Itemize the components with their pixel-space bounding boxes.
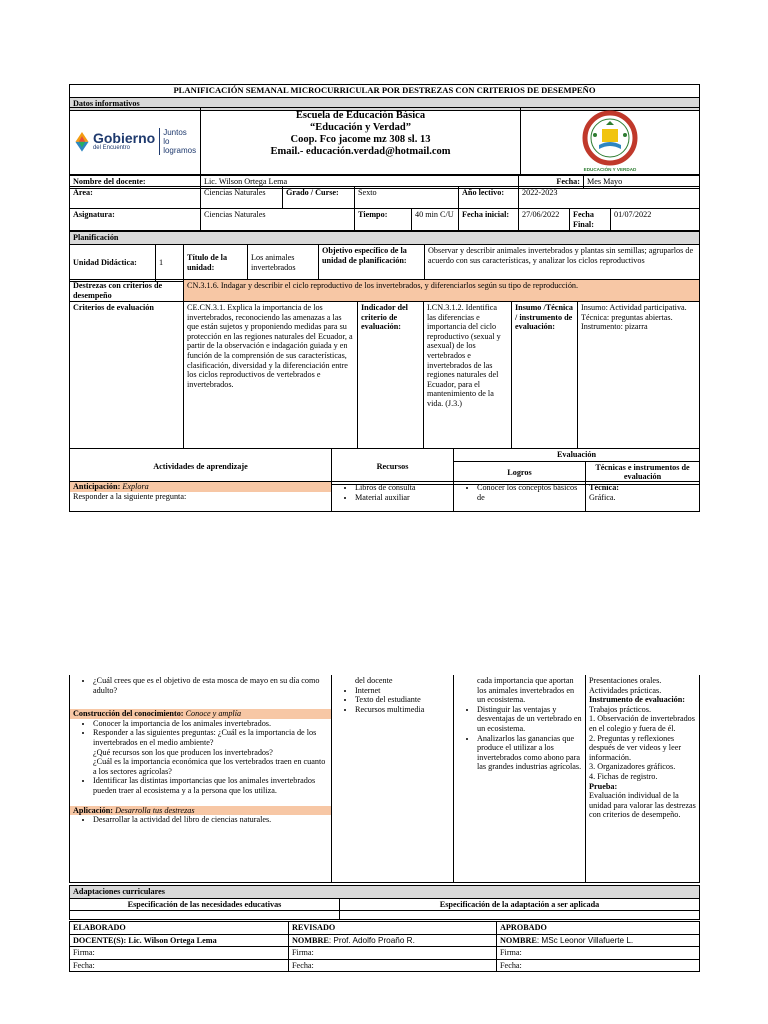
tecnicas-cell-2: Presentaciones orales. Actividades prácticas. Instrumento de evaluación: Trabajos prácticos. 1. Observación de invertebrados en el colegio y fuera de él. 2. Preguntas y reflexiones después de ver videos y leer información. 3. Organizadores gráficos. 4. Fichas de registro. Prueba: Evaluación individual de la unidad para valorar las destrezas con criterios de desempeño. (586, 675, 700, 883)
activity-subitem: ¿Qué recursos son los que producen los invertebrados? (93, 747, 273, 757)
titulo-label: Título de la unidad: (184, 245, 248, 282)
elaborado-docente: DOCENTE(S): Lic. Wilson Ortega Lema (70, 934, 289, 947)
logros-cell-1 (454, 482, 586, 512)
fecha-final-value: 01/07/2022 (611, 209, 700, 231)
adaptaciones-col1: Especificación de las necesidades educativas (70, 898, 340, 911)
planificacion-header: Planificación (70, 232, 700, 245)
tiempo-value: 40 min C/U (412, 209, 459, 231)
criterios-table (69, 301, 700, 449)
objetivo-label: Objetivo específico de la unidad de planificación: (319, 245, 425, 282)
docente-value: Lic. Wilson Ortega Lema (201, 176, 519, 189)
revisado-label: REVISADO (289, 922, 497, 935)
titulo-value: Los animales invertebrados (248, 245, 319, 282)
activities-header-table (69, 448, 700, 485)
recurso-item: • Libros de consulta (355, 483, 450, 493)
recursos-header: Recursos (332, 449, 454, 485)
logro-continuation: cada importancia que aportan los animales invertebrados en un ecosistema. (477, 676, 575, 705)
logro-item: • Analizarlos las ganancias que produce el utilizar a los invertebrados como abono para las grandes industrias agrícolas. (477, 734, 582, 772)
planificacion-header-table (69, 231, 700, 245)
anio-value: 2022-2023 (519, 187, 700, 209)
aprobado-label: APROBADO (497, 922, 700, 935)
activity-item: • Responder a las siguientes preguntas: ¿Cuál es la importancia de los invertebrados en el medio ambiente? (93, 728, 328, 747)
adaptaciones-header: Adaptaciones curriculares (70, 886, 700, 899)
question-item: • ¿Cuál crees que es el objetivo de esta mosca de mayo en su día como adulto? (93, 676, 328, 695)
school-motto: “Educación y Verdad” (310, 122, 411, 133)
fecha-inicial-value: 27/06/2022 (519, 209, 570, 231)
logro-item: • Distinguir las ventajas y desventajas de un vertebrado en un ecosistema. (477, 705, 582, 734)
criterios-value: CE.CN.3.1. Explica la importancia de los invertebrados, reconociendo las amenazas a las que están sujetos y proponiendo medidas para su protección en las regiones naturales del Ecuador, a partir de la observación e indagación guiada y en función de la comprensión de sus características, clasificación, diversidad y la diferenciación entre los ciclos reproductivos de vertebrados e invertebrados. (184, 302, 358, 449)
indicador-value: I.CN.3.1.2. Identifica las diferencias e importancia del ciclo reproductivo (sexual y asexual) de los vertebrados e invertebrados de las regiones naturales del Ecuador, para el mantenimiento de la vida. (J.3.) (424, 302, 512, 449)
tecnicas-header: Técnicas e instrumentos de evaluación (586, 461, 700, 484)
fecha-final-label: Fecha Final: (570, 209, 611, 231)
adaptaciones-col2: Especificación de la adaptación a ser aplicada (340, 898, 700, 911)
fecha-value: Mes Mayo (584, 176, 700, 189)
recurso-item: • Material auxiliar (355, 493, 450, 503)
evaluacion-header: Evaluación (454, 449, 700, 462)
school-seal-icon (575, 109, 645, 173)
recursos-cell-2 (332, 675, 454, 883)
firma-aprobado: Firma: (497, 947, 700, 960)
insumo-value: Insumo: Actividad participativa. Técnica: preguntas abiertas. Instrumento: pizarra (578, 302, 700, 449)
elaborado-label: ELABORADO (70, 922, 289, 935)
anticipacion-question: Responder a la siguiente pregunta: (73, 491, 187, 501)
prueba-label: Prueba: (589, 781, 618, 791)
revisado-nombre: NOMBRE: Prof. Adolfo Proaño R. (289, 934, 497, 947)
tecnica-label: Técnica: (589, 483, 620, 492)
anticipacion-cell (70, 482, 332, 512)
anticipacion-heading: Anticipación: Explora (70, 482, 331, 492)
activity-subitem: ¿Cuál es la importancia económica que los vertebrados traen en cuanto a los sectores agrícolas? (93, 757, 326, 776)
destrezas-label: Destrezas con criterios de desempeño (70, 280, 184, 302)
school-header-table (69, 107, 700, 175)
fecha-label: Fecha: (519, 176, 584, 189)
government-logo-cell (70, 108, 201, 175)
tiempo-label: Tiempo: (355, 209, 412, 231)
recurso-item: • Internet (355, 686, 450, 696)
insumo-label: Insumo /Técnica / instrumento de evaluación: (512, 302, 578, 449)
adaptaciones-table (69, 885, 700, 920)
activity-item: • Conocer la importancia de los animales invertebrados. (93, 719, 328, 729)
datos-informativos-header: Datos informativos (70, 98, 700, 111)
government-logo: Gobierno del Encuentro Juntos lo logramos (73, 108, 197, 174)
recursos-cell-1 (332, 482, 454, 512)
school-email: Email.- educación.verdad@hotmail.com (270, 146, 451, 157)
tecnica-value: Gráfica. (589, 492, 616, 502)
svg-text:EDUCACIÓN Y VERDAD: EDUCACIÓN Y VERDAD (583, 167, 637, 172)
firma-elaborado: Firma: (70, 947, 289, 960)
grado-value: Sexto (355, 187, 459, 209)
recurso-item: • Texto del estudiante (355, 695, 450, 705)
fecha-elaborado: Fecha: (70, 959, 289, 972)
firma-revisado: Firma: (289, 947, 497, 960)
unidad-label: Unidad Didáctica: (70, 245, 156, 282)
actividades-header: Actividades de aprendizaje (70, 449, 332, 485)
fecha-revisado: Fecha: (289, 959, 497, 972)
unidad-num: 1 (156, 245, 184, 282)
grado-label: Grado / Curse: (283, 187, 355, 209)
area-table (69, 186, 700, 209)
aplicacion-heading: Aplicación: Desarrolla tus destrezas (70, 806, 331, 816)
unidad-table (69, 244, 700, 282)
indicador-label: Indicador del criterio de evaluación: (358, 302, 424, 449)
fecha-aprobado: Fecha: (497, 959, 700, 972)
government-logo-icon (73, 126, 91, 156)
school-name: Escuela de Educación Básica (295, 110, 426, 121)
anio-label: Año lectivo: (459, 187, 519, 209)
asignatura-table (69, 208, 700, 231)
criterios-label: Criterios de evaluación (70, 302, 184, 449)
objetivo-value: Observar y describir animales invertebrados y plantas sin semillas; agruparlos de acuerdo con sus características, y analizar los ciclos reproductivos (425, 245, 700, 282)
activity-item: • Desarrollar la actividad del libro de ciencias naturales. (93, 815, 328, 825)
activity-item: • Identificar las distintas importancias que los animales invertebrados pueden traer al ecosistema y a la persona que los utiliza. (93, 776, 328, 795)
prueba-value: Evaluación individual de la unidad para valorar las destrezas con criterios de desempeño. (589, 791, 696, 820)
area-value: Ciencias Naturales (201, 187, 283, 209)
activities-row1-table (69, 481, 700, 512)
school-seal-cell (521, 108, 700, 175)
school-address: Coop. Fco jacome mz 308 sl. 13 (290, 134, 431, 145)
logros-cell-2 (454, 675, 586, 883)
activities-cell-2 (70, 675, 332, 883)
recurso-continuation: del docente (355, 676, 393, 685)
fecha-inicial-label: Fecha inicial: (459, 209, 519, 231)
area-label: Area: (70, 187, 201, 209)
asignatura-label: Asignatura: (70, 209, 201, 231)
asignatura-value: Ciencias Naturales (201, 209, 355, 231)
recurso-item: • Recursos multimedia (355, 705, 450, 715)
page-title: PLANIFICACIÓN SEMANAL MICROCURRICULAR POR DESTREZAS CON CRITERIOS DE DESEMPEÑO (70, 85, 700, 98)
construccion-heading: Construcción del conocimiento: Conoce y amplía (70, 709, 331, 719)
tecnicas-cell-1 (586, 482, 700, 512)
destrezas-table (69, 279, 700, 302)
docente-label: Nombre del docente: (70, 176, 201, 189)
logro-item: • Conocer los conceptos básicos de (477, 483, 582, 502)
school-info-cell (201, 108, 521, 175)
destrezas-value: CN.3.1.6. Indagar y describir el ciclo reproductivo de los invertebrados, y diferenciarlos según su tipo de reproducción. (184, 280, 700, 302)
firmas-table (69, 921, 700, 972)
activities-row2-table (69, 675, 700, 883)
aprobado-nombre: NOMBRE: MSc Leonor Villafuerte L. (497, 934, 700, 947)
logros-header: Logros (454, 461, 586, 484)
